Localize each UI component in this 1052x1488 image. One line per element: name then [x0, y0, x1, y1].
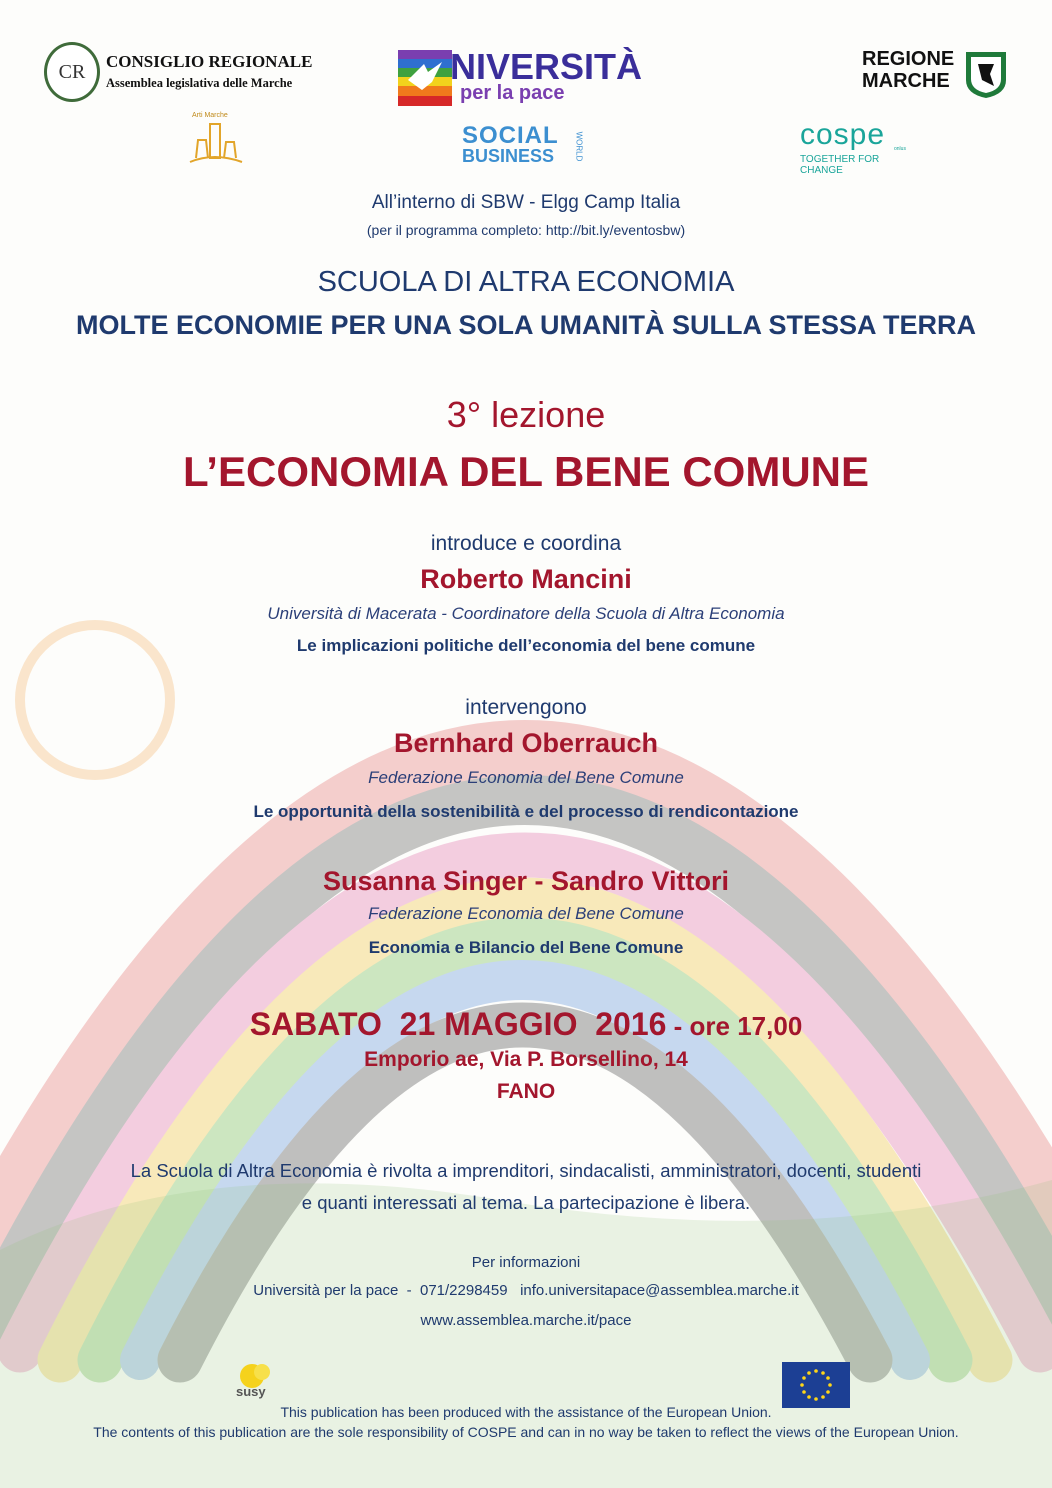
footer-line-1: This publication has been produced with the assistance of the European Union. [280, 1404, 772, 1420]
universita-title: NIVERSITÀ [450, 46, 643, 87]
consiglio-subtitle: Assemblea legislativa delle Marche [106, 76, 293, 90]
audience-line-2: e quanti interessati al tema. La partecipazione è libera. [301, 1192, 751, 1213]
event-date: SABATO 21 MAGGIO 2016 [249, 1006, 667, 1042]
event-venue: Emporio ae, Via P. Borsellino, 14 [364, 1048, 688, 1071]
rainbow-dove-icon [398, 50, 452, 106]
universita-subtitle: per la pace [460, 82, 565, 104]
regione-title: REGIONE [862, 48, 955, 70]
arti-castle-icon [184, 112, 246, 174]
event-datetime [0, 1006, 1052, 1043]
susy-logo [232, 1362, 274, 1404]
school-motto: MOLTE ECONOMIE PER UNA SOLA UMANITÀ SULLA STESSA TERRA [75, 310, 976, 340]
consiglio-regionale-logo [44, 42, 344, 108]
speaker-2-topic: Economia e Bilancio del Bene Comune [368, 938, 684, 957]
cospe-name: cospe [800, 118, 886, 151]
speaker-1-name: Bernhard Oberrauch [393, 728, 659, 758]
school-name: SCUOLA DI ALTRA ECONOMIA [317, 266, 735, 298]
cospe-onlus: onlus [894, 146, 906, 152]
consiglio-title: CONSIGLIO REGIONALE [106, 52, 313, 71]
speaker-1-topic: Le opportunità della sostenibilità e del processo di rendicontazione [253, 802, 799, 821]
world-label: WORLD [574, 131, 584, 162]
event-time: - ore 17,00 [666, 1011, 803, 1041]
intro-affiliation: Università di Macerata - Coordinatore della Scuola di Altra Economia [267, 604, 785, 623]
business-label: BUSINESS [462, 146, 555, 166]
footer-line-2: The contents of this publication are the sole responsibility of COSPE and can in no way be taken to reflect the views of the European Union. [93, 1424, 959, 1440]
info-contacts[interactable]: Università per la pace - 071/2298459 info.universitapace@assemblea.marche.it [253, 1282, 799, 1299]
lesson-title: L’ECONOMIA DEL BENE COMUNE [182, 448, 870, 495]
cospe-logo [800, 118, 920, 176]
lesson-number: 3° lezione [446, 394, 606, 435]
arti-label: Arti Marche [192, 112, 228, 119]
universita-per-la-pace-logo [398, 46, 658, 108]
program-line[interactable]: (per il programma completo: http://bit.ly/eventosbw) [366, 222, 686, 238]
consiglio-seal-icon: CR [44, 42, 100, 102]
susy-label: susy [236, 1384, 266, 1399]
social-label: SOCIAL [462, 122, 559, 149]
eu-flag-icon [782, 1362, 850, 1408]
info-website[interactable]: www.assemblea.marche.it/pace [420, 1312, 632, 1329]
info-label: Per informazioni [471, 1254, 581, 1271]
speaker-2-name: Susanna Singer - Sandro Vittori [322, 866, 730, 896]
context-line: All’interno di SBW - Elgg Camp Italia [371, 192, 681, 213]
speaker-2-affiliation: Federazione Economia del Bene Comune [368, 904, 684, 923]
cospe-tagline: TOGETHER FOR CHANGE [800, 154, 880, 176]
intro-name: Roberto Mancini [420, 564, 632, 594]
audience-line-1: La Scuola di Altra Economia è rivolta a imprenditori, sindacalisti, amministratori, docenti, studenti [130, 1160, 922, 1181]
event-city: FANO [496, 1080, 556, 1103]
speakers-label: intervengono [465, 696, 587, 719]
intro-topic: Le implicazioni politiche dell’economia del bene comune [296, 636, 756, 655]
regione-subtitle: MARCHE [862, 70, 950, 92]
social-business-world-logo [462, 122, 592, 172]
intro-label: introduce e coordina [430, 532, 622, 555]
regione-shield-icon [964, 50, 1008, 100]
arti-marche-logo [184, 112, 246, 174]
speaker-1-affiliation: Federazione Economia del Bene Comune [368, 768, 684, 787]
regione-marche-logo [862, 48, 1012, 104]
